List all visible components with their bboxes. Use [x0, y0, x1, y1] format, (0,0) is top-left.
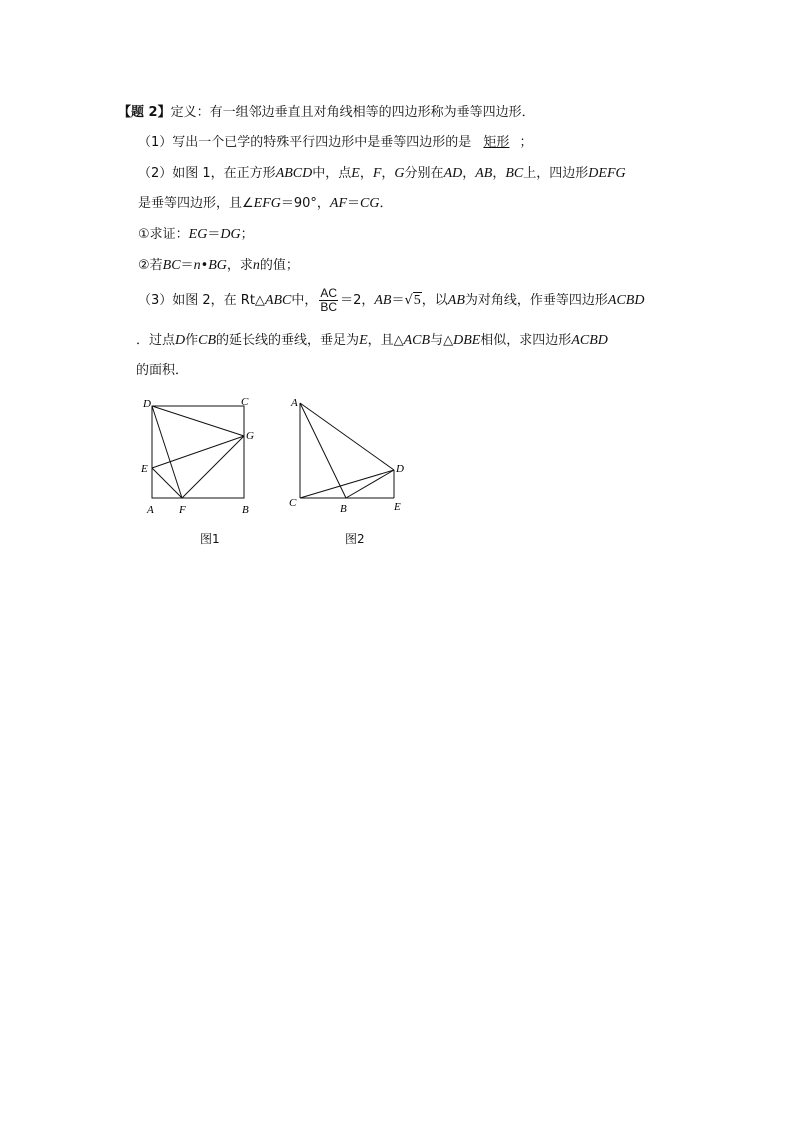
fraction-denominator: BC — [320, 300, 338, 314]
label-b: B — [242, 504, 249, 516]
text: ABC — [264, 293, 292, 308]
fraction-numerator: AC — [320, 286, 338, 300]
text: ， — [381, 166, 395, 181]
text: 相似，求四边形 — [480, 333, 572, 348]
segment-bd — [346, 470, 394, 498]
label-c: C — [241, 396, 249, 408]
text: ACBD — [607, 293, 645, 308]
text: • — [200, 258, 209, 273]
text: 是垂等四边形，且∠ — [138, 196, 254, 211]
text: DG — [220, 227, 241, 242]
text: D — [175, 333, 186, 348]
text: ＝ — [180, 258, 194, 273]
label-g: G — [246, 430, 254, 442]
text: ACBD — [571, 333, 608, 348]
text: AD — [443, 166, 463, 181]
text: AB — [447, 293, 465, 308]
text: BC — [505, 166, 524, 181]
text: ①求证： — [138, 227, 189, 242]
segment-df — [152, 406, 182, 498]
label-c: C — [289, 497, 297, 509]
text: ＝ — [391, 293, 405, 308]
label-d: D — [396, 463, 404, 475]
text: BG — [208, 258, 227, 273]
sqrt-sign: √ — [404, 293, 413, 308]
text: ．过点 — [136, 333, 176, 348]
text: 中，点 — [312, 166, 352, 181]
text: BC — [162, 258, 181, 273]
text: （3）如图 2，在 Rt△ — [138, 293, 265, 308]
text: 的值； — [259, 258, 299, 273]
definition-text: 定义：有一组邻边垂直且对角线相等的四边形称为垂等四边形． — [170, 105, 535, 120]
segment-ab — [300, 403, 346, 498]
text: EG — [188, 227, 208, 242]
part2-line2 — [138, 195, 393, 213]
text: F — [372, 166, 382, 181]
part1-prefix: （1）写出一个已学的特殊平行四边形中是垂等四边形的是 — [138, 135, 472, 150]
part2-q2 — [138, 257, 299, 275]
text: AB — [475, 166, 493, 181]
text: n — [193, 258, 201, 273]
label-e: E — [394, 501, 401, 513]
label-d: D — [143, 398, 151, 410]
text: CG — [360, 196, 380, 211]
text: ， — [492, 166, 506, 181]
sqrt-five — [404, 286, 421, 316]
text: ＝ — [347, 196, 361, 211]
text: EFG — [253, 196, 281, 211]
part2-q1 — [138, 226, 254, 244]
text: ABCD — [275, 166, 313, 181]
text: AB — [374, 293, 392, 308]
text: G — [394, 166, 405, 181]
text: ＝2， — [340, 293, 375, 308]
part2-line1 — [138, 165, 626, 183]
text: 的延长线的垂线，垂足为 — [216, 333, 360, 348]
figure1-caption: 图1 — [200, 532, 220, 546]
segment-dg — [152, 406, 244, 436]
part1-suffix: ； — [519, 135, 533, 150]
part1-answer: 矩形 — [483, 135, 510, 150]
text: E — [359, 333, 368, 348]
text: ，且△ — [367, 333, 404, 348]
text: （2）如图 1，在正方形 — [138, 166, 276, 181]
text: ACB — [403, 333, 431, 348]
part3-line2 — [136, 332, 608, 350]
text: E — [351, 166, 360, 181]
label-a: A — [147, 504, 154, 516]
text: 分别在 — [404, 166, 444, 181]
label-b: B — [340, 503, 347, 515]
part3-line1 — [138, 286, 644, 316]
sqrt-radicand: 5 — [413, 293, 421, 308]
fraction-ac-bc — [319, 287, 338, 314]
text: 与△ — [430, 333, 454, 348]
text: AF — [329, 196, 348, 211]
part3-line3 — [136, 362, 188, 380]
segment-cd — [300, 470, 394, 498]
text: ， — [462, 166, 476, 181]
label-f: F — [179, 504, 186, 516]
text: ，以 — [421, 293, 448, 308]
figure2-diagram — [284, 392, 414, 522]
figure2-caption: 图2 — [345, 532, 365, 546]
text: ； — [240, 227, 254, 242]
definition-line — [118, 104, 535, 122]
segment-ad — [300, 403, 394, 470]
text: CB — [198, 333, 217, 348]
text: ， — [359, 166, 373, 181]
text: DBE — [453, 333, 481, 348]
text: DEFG — [588, 166, 626, 181]
text: ＝ — [207, 227, 221, 242]
text: ②若 — [138, 258, 163, 273]
figure1-diagram — [138, 392, 268, 522]
text: ＝90°， — [280, 196, 330, 211]
label-e: E — [141, 463, 148, 475]
segment-fg — [182, 436, 244, 498]
text: 上，四边形 — [523, 166, 589, 181]
part1-line — [138, 134, 532, 152]
text: ． — [379, 196, 393, 211]
text: 为对角线，作垂等四边形 — [464, 293, 608, 308]
text: 的面积． — [136, 363, 189, 378]
text: n — [252, 258, 260, 273]
text: 作 — [185, 333, 199, 348]
problem-tag: 【题 2】 — [118, 105, 171, 120]
label-a: A — [291, 397, 298, 409]
text: ，求 — [226, 258, 253, 273]
text: 中， — [291, 293, 318, 308]
segment-eg — [152, 436, 244, 468]
